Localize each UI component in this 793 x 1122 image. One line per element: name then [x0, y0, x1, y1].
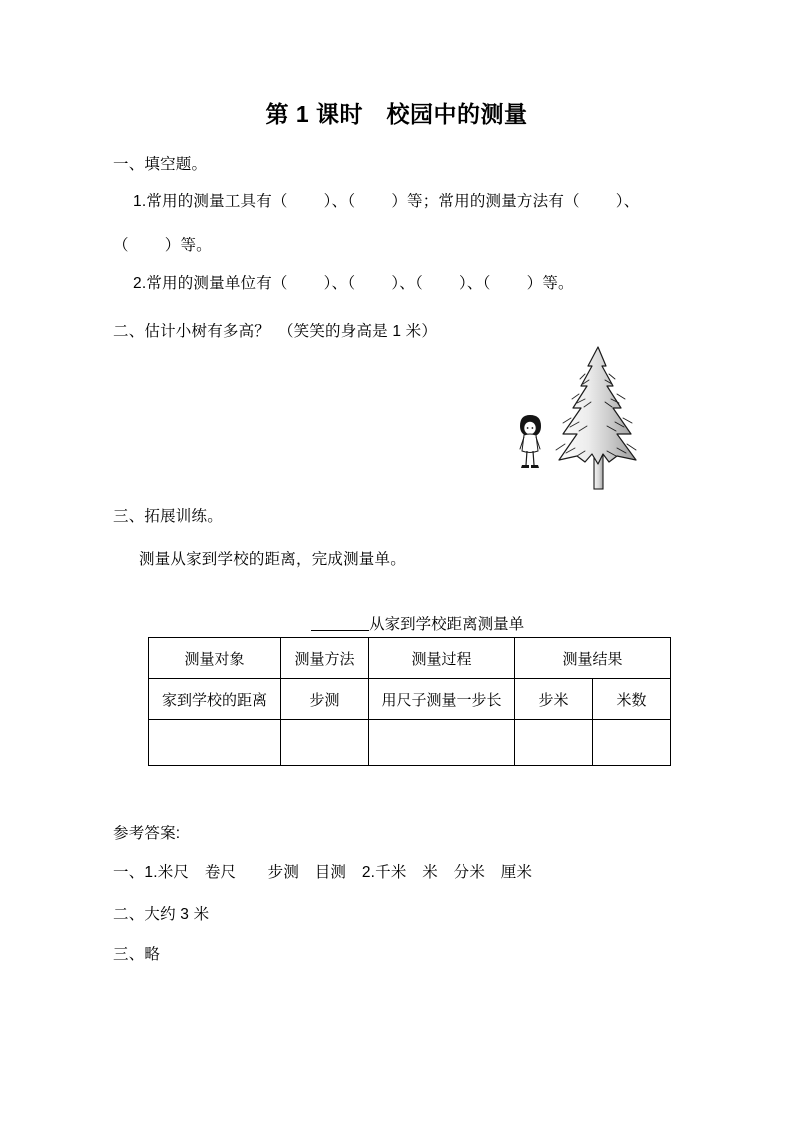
section-heading-extension: 三、拓展训练。	[113, 508, 223, 525]
tree-and-child-illustration	[505, 344, 675, 496]
question-1-line-2: （ ）等。	[113, 237, 212, 254]
blank-cell-method[interactable]	[281, 720, 369, 766]
table-row-blank	[149, 720, 671, 766]
caption-text: 从家到学校距离测量单	[369, 616, 525, 633]
child-figure-icon	[520, 415, 541, 468]
caption-blank-line[interactable]	[311, 615, 369, 631]
measurement-sheet-table	[148, 637, 671, 766]
cell-object: 家到学校的距离	[149, 679, 281, 720]
header-cell-process: 测量过程	[369, 638, 515, 679]
answer-line-3: 三、略	[113, 946, 161, 963]
question-2: 2.常用的测量单位有（ ）、（ ）、（ ）、（ ）等。	[133, 275, 574, 292]
answer-line-1: 一、1.米尺 卷尺 步测 目测 2.千米 米 分米 厘米	[113, 864, 533, 881]
blank-cell-object[interactable]	[149, 720, 281, 766]
header-cell-method: 测量方法	[281, 638, 369, 679]
table-header-row	[149, 638, 671, 679]
cell-process: 用尺子测量一步长	[369, 679, 515, 720]
answer-line-2: 二、大约 3 米	[113, 906, 210, 923]
cell-result-meters: 米数	[593, 679, 671, 720]
blank-cell-process[interactable]	[369, 720, 515, 766]
page-title: 第 1 课时 校园中的测量	[265, 101, 528, 127]
blank-cell-result-steps[interactable]	[515, 720, 593, 766]
header-cell-result: 测量结果	[515, 638, 671, 679]
extension-instruction: 测量从家到学校的距离，完成测量单。	[139, 551, 406, 568]
header-cell-object: 测量对象	[149, 638, 281, 679]
cell-method: 步测	[281, 679, 369, 720]
answer-key-heading: 参考答案:	[113, 825, 181, 842]
illustration-svg	[505, 344, 675, 496]
cell-result-steps: 步米	[515, 679, 593, 720]
section-heading-estimate: 二、估计小树有多高？ （笑笑的身高是 1 米）	[113, 323, 438, 340]
pine-tree-icon	[556, 347, 636, 489]
table-row	[149, 679, 671, 720]
section-heading-fill-in-blank: 一、填空题。	[113, 156, 208, 173]
blank-cell-result-meters[interactable]	[593, 720, 671, 766]
question-1-line-1: 1.常用的测量工具有（ ）、（ ）等；常用的测量方法有（ ）、	[133, 193, 640, 210]
